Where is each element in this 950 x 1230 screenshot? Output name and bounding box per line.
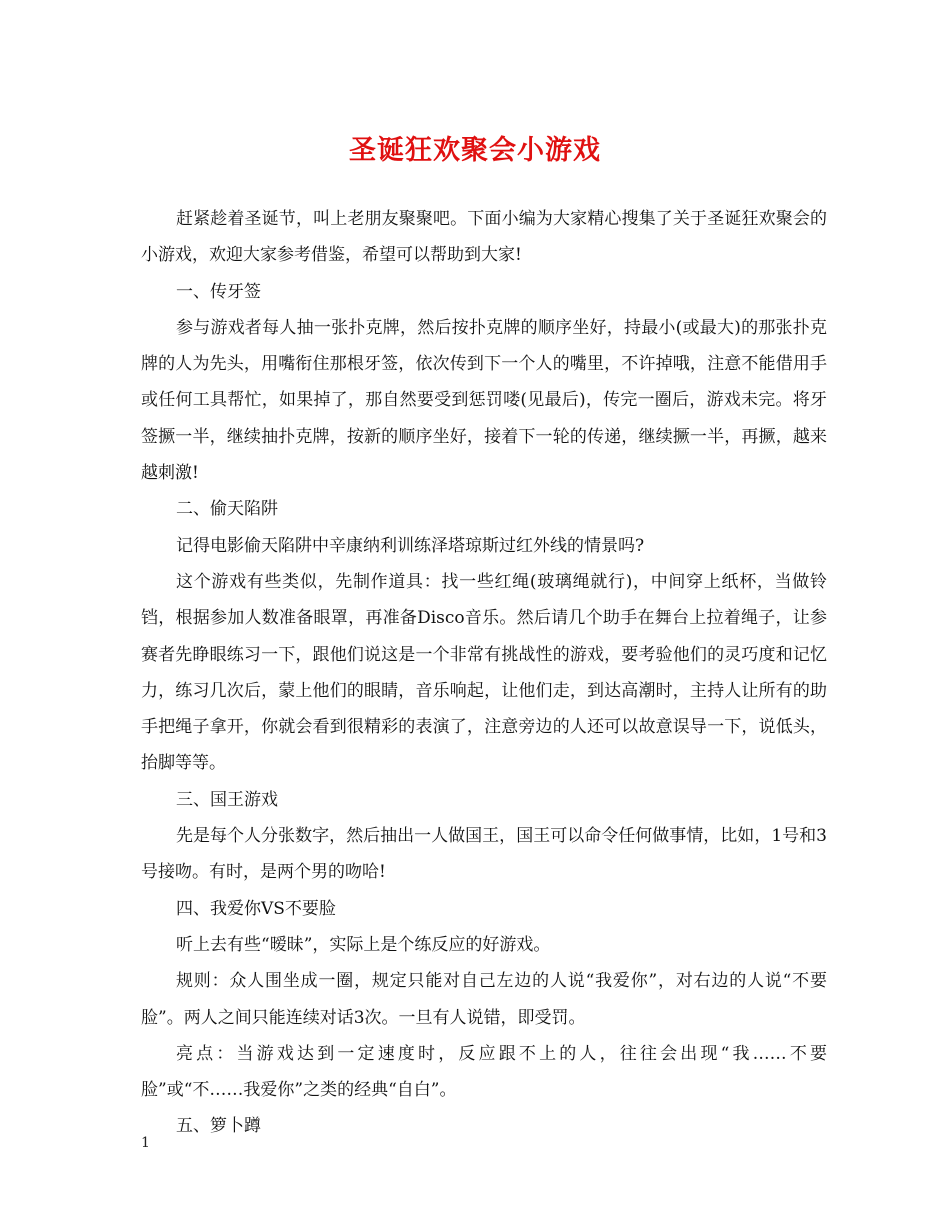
section-heading-1: 一、传牙签 — [176, 281, 261, 302]
section-heading-4: 四、我爱你VS不要脸 — [176, 898, 336, 919]
document-title: 圣诞狂欢聚会小游戏 — [349, 135, 601, 166]
paragraph: 听上去有些“暧昧”，实际上是个练反应的好游戏。 — [176, 934, 551, 955]
section-heading-5: 五、箩卜蹲 — [176, 1116, 261, 1137]
document-body — [141, 201, 827, 1145]
section-heading-2: 二、偷天陷阱 — [176, 499, 278, 520]
paragraph: 亮点：当游戏达到一定速度时，反应跟不上的人，往往会出现“我……不要脸”或“不……我爱你”之类的经典“自白”。 — [141, 1043, 827, 1101]
paragraph: 记得电影偷天陷阱中辛康纳利训练泽塔琼斯过红外线的情景吗? — [176, 535, 645, 556]
paragraph: 规则：众人围坐成一圈，规定只能对自己左边的人说“我爱你”，对右边的人说“不要脸”。两人之间只能连续对话3次。一旦有人说错，即受罚。 — [141, 971, 827, 1028]
page-number: 1 — [141, 1135, 150, 1151]
paragraph: 这个游戏有些类似，先制作道具：找一些红绳(玻璃绳就行)，中间穿上纸杯，当做铃铛，根据参加人数准备眼罩，再准备Disco音乐。然后请几个助手在舞台上拉着绳子，让参赛者先睁眼练习一下，跟他们说这是一个非常有挑战性的游戏，要考验他们的灵巧度和记忆力，练习几次后，蒙上他们的眼睛，音乐响起，让他们走，到达高潮时，主持人让所有的助手把绳子拿开，你就会看到很精彩的表演了，注意旁边的人还可以故意误导一下，说低头，抬脚等等。 — [141, 571, 827, 774]
paragraph: 参与游戏者每人抽一张扑克牌，然后按扑克牌的顺序坐好，持最小(或最大)的那张扑克牌的人为先头，用嘴衔住那根牙签，依次传到下一个人的嘴里，不许掉哦，注意不能借用手或任何工具帮忙，如果掉了，那自然要受到惩罚喽(见最后)，传完一圈后，游戏未完。将牙签撅一半，继续抽扑克牌，按新的顺序坐好，接着下一轮的传递，继续撅一半，再撅，越来越刺激! — [141, 317, 827, 484]
section-heading-3: 三、国王游戏 — [176, 789, 278, 810]
paragraph-intro: 赶紧趁着圣诞节，叫上老朋友聚聚吧。下面小编为大家精心搜集了关于圣诞狂欢聚会的小游戏，欢迎大家参考借鉴，希望可以帮助到大家! — [141, 209, 827, 266]
paragraph: 先是每个人分张数字，然后抽出一人做国王，国王可以命令任何做事情，比如，1号和3号接吻。有时，是两个男的吻哈! — [141, 826, 827, 883]
